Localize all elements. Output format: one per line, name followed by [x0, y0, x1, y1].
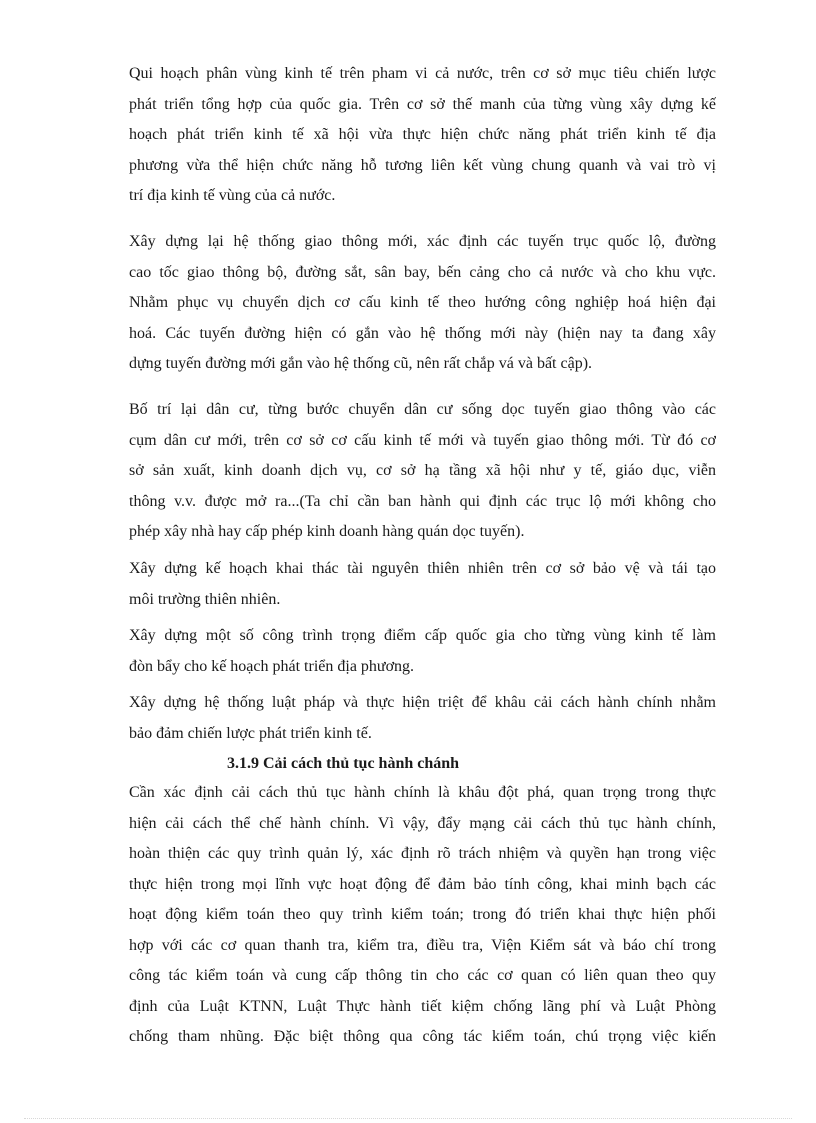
text-line: môi trường thiên nhiên.: [129, 590, 281, 608]
text-line: dựng tuyến đường mới gắn vào hệ thống cũ, nên rất chắp vá và bất cập).: [129, 355, 593, 372]
text-line: hợp với các cơ quan thanh tra, kiểm tra, điều tra, Viện Kiểm sát và báo chí trong: [129, 936, 716, 954]
page-bottom-divider: [24, 1118, 792, 1119]
text-line: bảo đảm chiến lược phát triển kinh tế.: [129, 724, 372, 742]
text-line: cao tốc giao thông bộ, đường sắt, sân bay, bến cảng cho cả nước và cho khu vực.: [129, 263, 716, 281]
text-line: Xây dựng lại hệ thống giao thông mới, xác định các tuyến trục quốc lộ, đường: [129, 233, 716, 250]
section-heading: 3.1.9 Cải cách thủ tục hành chánh: [227, 755, 460, 772]
text-line: chống tham nhũng. Đặc biệt thông qua công tác kiểm toán, chú trọng việc kiến: [129, 1028, 716, 1045]
paragraph-resettlement: [129, 395, 716, 548]
text-line: hoàn thiện các quy trình quản lý, xác định rõ trách nhiệm và quyền hạn trong việc: [129, 845, 716, 862]
text-line: Cần xác định cải cách thủ tục hành chính là khâu đột phá, quan trọng trong thực: [129, 784, 716, 801]
text-line: Xây dựng hệ thống luật pháp và thực hiện triệt để khâu cải cách hành chính nhằm: [129, 694, 716, 711]
text-line: định của Luật KTNN, Luật Thực hành tiết kiệm chống lãng phí và Luật Phòng: [129, 997, 716, 1015]
text-line: cụm dân cư mới, trên cơ sở cơ cấu kinh tế mới và tuyến giao thông mới. Từ đó cơ: [129, 431, 716, 449]
text-line: thực hiện trong mọi lĩnh vực hoạt động để đảm bảo tính công, khai minh bạch các: [129, 875, 716, 893]
text-line: phát triển tổng hợp của quốc gia. Trên cơ sở thế manh của từng vùng xây dựng kế: [129, 95, 716, 113]
text-line: Nhằm phục vụ chuyển dịch cơ cấu kinh tế theo hướng công nghiệp hoá hiện đại: [129, 294, 716, 311]
paragraph-legal-system: [129, 688, 716, 749]
paragraph-natural-resources: [129, 554, 716, 615]
text-line: sở sản xuất, kinh doanh dịch vụ, cơ sở hạ tầng xã hội như y tế, giáo dục, viễn: [129, 462, 716, 479]
text-line: phương vừa thể hiện chức năng hỗ tương liên kết vùng chung quanh và vai trò vị: [129, 156, 716, 174]
paragraph-regional-planning: [129, 59, 716, 212]
paragraph-transport-system: [129, 227, 716, 380]
text-line: công tác kiểm toán và cung cấp thông tin cho các cơ quan có liên quan theo quy: [129, 967, 716, 984]
text-line: trí địa kinh tế vùng của cả nước.: [129, 187, 336, 204]
text-line: hoạch phát triển kinh tế xã hội vừa thực hiện chức năng phát triển kinh tế địa: [129, 126, 716, 143]
text-line: thông v.v. được mở ra...(Ta chỉ cần ban hành qui định các trục lộ mới không cho: [129, 492, 716, 510]
text-line: Bố trí lại dân cư, từng bước chuyển dân cư sống dọc tuyến giao thông vào các: [129, 401, 716, 418]
text-line: Qui hoạch phân vùng kinh tế trên pham vi cả nước, trên cơ sở mục tiêu chiến lược: [129, 65, 716, 82]
text-line: hiện cải cách thể chế hành chính. Vì vậy, đẩy mạng cải cách thủ tục hành chính,: [129, 814, 716, 832]
paragraph-admin-reform: [129, 778, 716, 1053]
text-line: Xây dựng kế hoạch khai thác tài nguyên thiên nhiên trên cơ sở bảo vệ và tái tạo: [129, 560, 716, 577]
text-line: hoá. Các tuyến đường hiện có gắn vào hệ thống mới này (hiện nay ta đang xây: [129, 324, 716, 342]
text-line: đòn bẩy cho kế hoạch phát triển địa phương.: [129, 657, 415, 675]
text-line: phép xây nhà hay cấp phép kinh doanh hàng quán dọc tuyến).: [129, 523, 525, 540]
paragraph-key-projects: [129, 621, 716, 682]
text-line: Xây dựng một số công trình trọng điểm cấp quốc gia cho từng vùng kinh tế làm: [129, 627, 716, 644]
text-line: hoạt động kiểm toán theo quy trình kiểm toán; trong đó triển khai thực hiện phối: [129, 906, 716, 923]
